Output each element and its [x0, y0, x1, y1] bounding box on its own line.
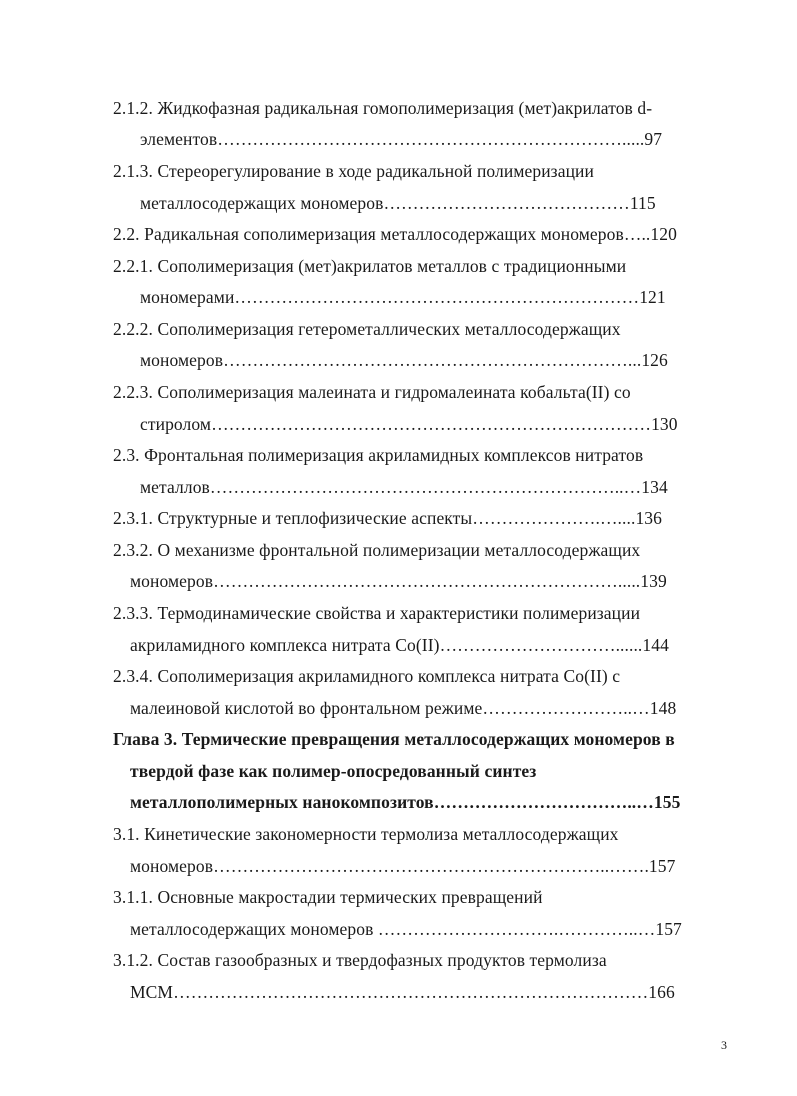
toc-entry-3-1-1-page: металлосодержащих мономеров ………………………….…………..…157	[130, 919, 682, 939]
toc-entry-2-2-2-title: 2.2.2. Сополимеризация гетерометаллических металлосодержащих	[113, 319, 621, 339]
toc-entry-2-2-3-title: 2.2.3. Сополимеризация малеината и гидромалеината кобальта(II) со	[113, 382, 631, 402]
toc-entry-2-3-3-page: акриламидного комплекса нитрата Co(II)…………………………......144	[130, 635, 669, 655]
toc-entry-3-1-title: 3.1. Кинетические закономерности термолиза металлосодержащих	[113, 824, 619, 844]
toc-entry-2-1-3-title: 2.1.3. Стереорегулирование в ходе радикальной полимеризации	[113, 161, 594, 181]
toc-entry-2-3-2-title: 2.3.2. О механизме фронтальной полимеризации металлосодержащих	[113, 540, 641, 560]
toc-entry-2-2-1-page: мономерами……………………………………………………………121	[140, 287, 666, 307]
toc-entry-2-2-1-title: 2.2.1. Сополимеризация (мет)акрилатов металлов с традиционными	[113, 256, 627, 276]
toc-entry-2-2-3-page: стиролом…………………………………………………………………130	[140, 414, 678, 434]
toc-entry-2-2-2-page: мономеров……………………………………………………………...126	[140, 350, 668, 370]
toc-entry-3-1-page: мономеров…………………………………………………………..…….157	[130, 856, 676, 876]
toc-entry-2-1-3-page: металлосодержащих мономеров……………………………………115	[140, 193, 656, 213]
page-number: 3	[721, 1038, 727, 1052]
toc-entry-2-3-title: 2.3. Фронтальная полимеризация акриламидных комплексов нитратов	[113, 445, 644, 465]
toc-entry-2-3-4-title: 2.3.4. Сополимеризация акриламидного комплекса нитрата Co(II) с	[113, 666, 621, 686]
toc-entry-2-1-2-title: 2.1.2. Жидкофазная радикальная гомополимеризация (мет)акрилатов d-	[113, 98, 653, 118]
toc-chapter-3-page: металлополимерных нанокомпозитов……………………………..…155	[130, 792, 681, 812]
toc-chapter-3-title: Глава 3. Термические превращения металлосодержащих мономеров в	[113, 729, 675, 749]
toc-entry-2-3-3-title: 2.3.3. Термодинамические свойства и характеристики полимеризации	[113, 603, 641, 623]
toc-entry-2-1-2-page: элементов…………………………………………………………….....97	[140, 129, 663, 149]
toc-entry-2-2: 2.2. Радикальная сополимеризация металлосодержащих мономеров…..120	[113, 224, 677, 244]
toc-chapter-3-title-cont: твердой фазе как полимер-опосредованный синтез	[130, 761, 537, 781]
toc-entry-2-3-2-page: мономеров…………………………………………………………….....139	[130, 571, 667, 591]
toc-entry-2-3-page: металлов……………………………………………………………..…134	[140, 477, 668, 497]
toc-entry-3-1-2-title: 3.1.2. Состав газообразных и твердофазных продуктов термолиза	[113, 950, 607, 970]
toc-entry-2-3-1: 2.3.1. Структурные и теплофизические аспекты………………….…....136	[113, 508, 663, 528]
toc-entry-3-1-1-title: 3.1.1. Основные макростадии термических превращений	[113, 887, 543, 907]
toc-entry-3-1-2-page: МСМ………………………………………………………………………166	[130, 982, 675, 1002]
toc-entry-2-3-4-page: малеиновой кислотой во фронтальном режиме……………………..…148	[130, 698, 677, 718]
